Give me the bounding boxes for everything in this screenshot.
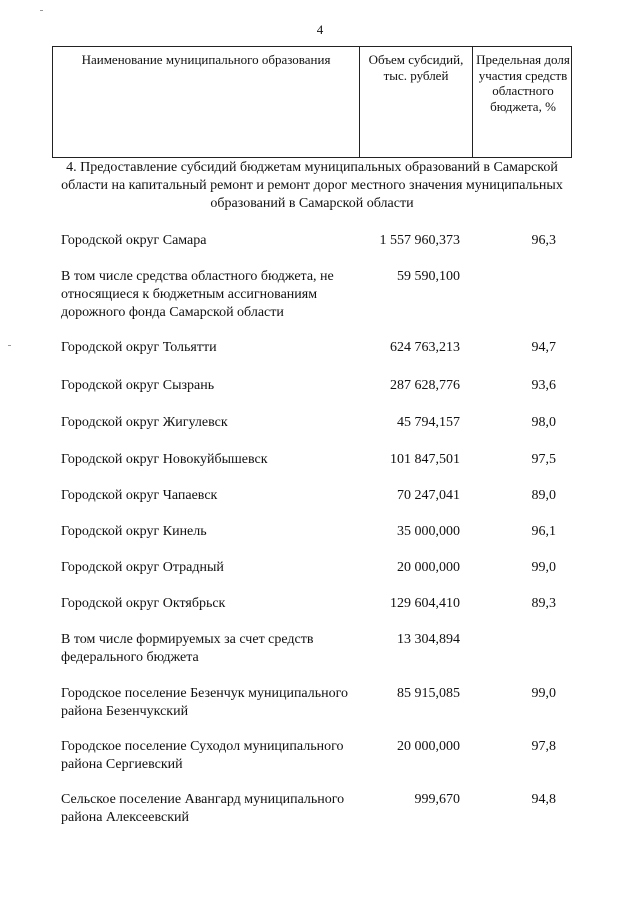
row-name: Городское поселение Безенчук муниципального района Безенчукский [61, 686, 349, 719]
row-amount: 45 794,157 [397, 415, 460, 430]
row-share: 94,8 [531, 792, 556, 807]
row-share: 89,0 [531, 488, 556, 503]
row-amount: 13 304,894 [397, 632, 460, 647]
row-amount: 624 763,213 [390, 340, 460, 355]
row-amount: 101 847,501 [390, 452, 460, 467]
row-share: 97,5 [531, 452, 556, 467]
row-name: Сельское поселение Авангард муниципального района Алексеевский [61, 792, 345, 825]
header-share-column [472, 47, 573, 157]
row-amount: 35 000,000 [397, 524, 460, 539]
row-name: Городское поселение Суходол муниципального района Сергиевский [61, 739, 344, 772]
row-name: Городской округ Новокуйбышевск [61, 452, 268, 467]
row-name: Городской округ Отрадный [61, 560, 224, 575]
header-amount-label: Объем субсидий, тыс. рублей [368, 52, 464, 83]
row-share: 98,0 [531, 415, 556, 430]
header-amount-column [359, 47, 472, 157]
row-name: Городской округ Октябрьск [61, 596, 226, 611]
row-amount: 70 247,041 [397, 488, 460, 503]
row-amount: 59 590,100 [397, 269, 460, 284]
section-title: 4. Предоставление субсидий бюджетам муниципальных образований в Самарской области на капитальный ремонт и ремонт дорог местного значения муниципальных образований в Самарской области [61, 160, 563, 211]
row-name: Городской округ Чапаевск [61, 488, 218, 503]
row-name: Городской округ Самара [61, 233, 207, 248]
row-name: Городской округ Тольятти [61, 340, 217, 355]
row-share: 99,0 [531, 686, 556, 701]
header-share-label: Предельная доля участия средств областного бюджета, % [476, 52, 570, 114]
row-amount: 999,670 [414, 792, 460, 807]
row-name: В том числе средства областного бюджета, не относящиеся к бюджетным ассигнованиям дорожного фонда Самарской области [61, 269, 334, 320]
table-header [52, 46, 572, 158]
row-name: Городской округ Кинель [61, 524, 207, 539]
row-amount: 287 628,776 [390, 378, 460, 393]
row-share: 94,7 [531, 340, 556, 355]
row-amount: 20 000,000 [397, 560, 460, 575]
row-share: 99,0 [531, 560, 556, 575]
scan-speck [8, 345, 11, 346]
scan-speck [40, 10, 43, 11]
row-amount: 85 915,085 [397, 686, 460, 701]
row-name: Городской округ Сызрань [61, 378, 215, 393]
row-share: 89,3 [531, 596, 556, 611]
row-name: Городской округ Жигулевск [61, 415, 228, 430]
row-amount: 20 000,000 [397, 739, 460, 754]
row-amount: 1 557 960,373 [379, 233, 460, 248]
row-share: 93,6 [531, 378, 556, 393]
row-name: В том числе формируемых за счет средств федерального бюджета [61, 632, 314, 665]
header-name-column [53, 47, 359, 157]
row-share: 96,3 [531, 233, 556, 248]
row-share: 96,1 [531, 524, 556, 539]
row-amount: 129 604,410 [390, 596, 460, 611]
page-number: 4 [316, 22, 324, 37]
row-share: 97,8 [531, 739, 556, 754]
header-name-label: Наименование муниципального образования [81, 52, 331, 67]
